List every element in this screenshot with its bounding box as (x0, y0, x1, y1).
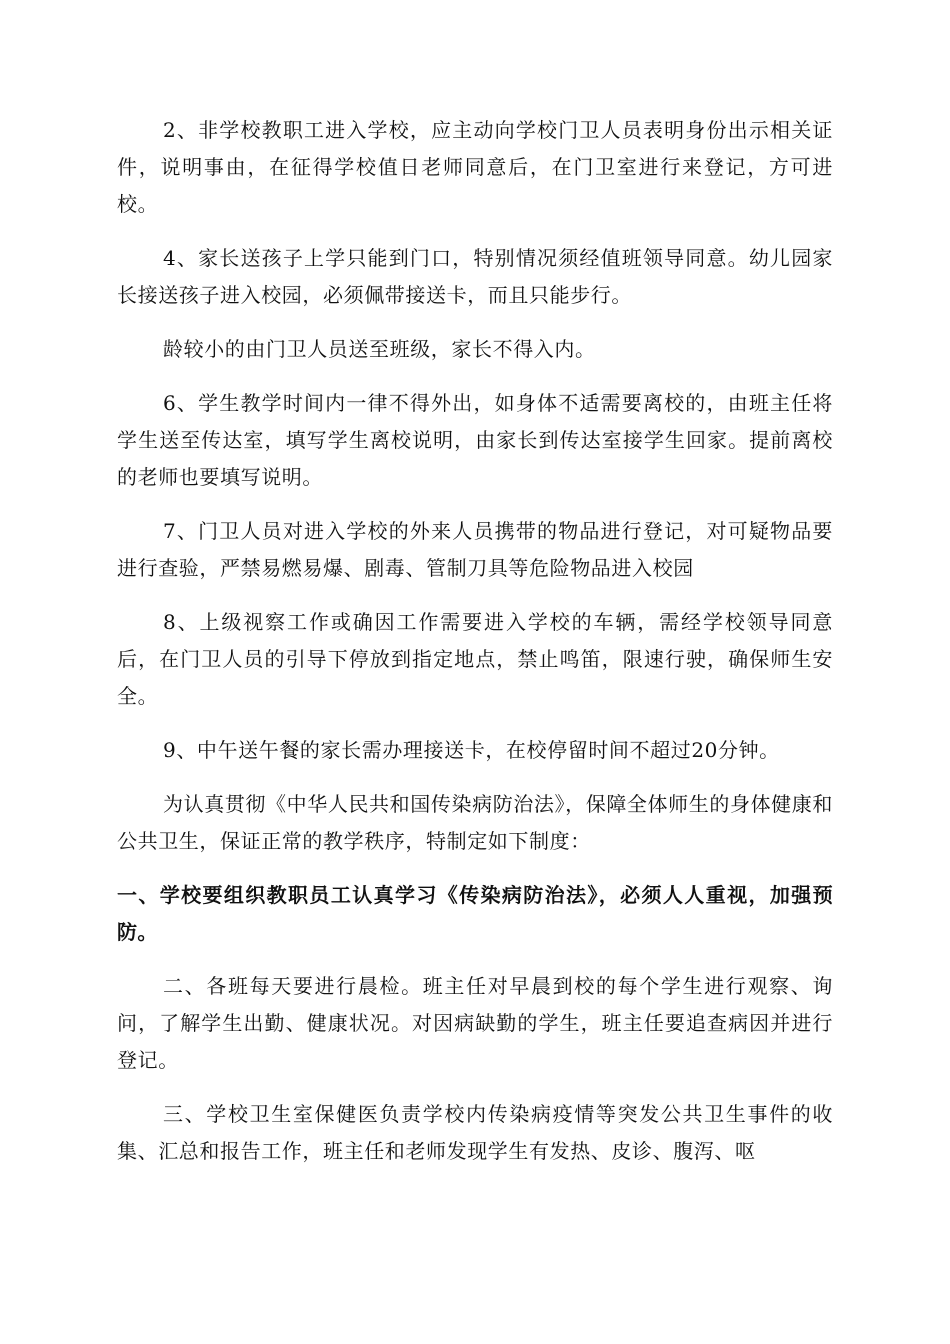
paragraph-lunch-delivery: 9、中午送午餐的家长需办理接送卡，在校停留时间不超过20分钟。 (163, 738, 780, 762)
paragraph-parent-dropoff: 4、家长送孩子上学只能到门口，特别情况须经值班领导同意。幼儿园家长接送孩子进入校园，必须佩带接送卡，而且只能步行。 (117, 246, 833, 307)
paragraph-item-inspection: 7、门卫人员对进入学校的外来人员携带的物品进行登记，对可疑物品要进行查验，严禁易燃易爆、剧毒、管制刀具等危险物品进入校园 (117, 519, 833, 580)
paragraph-health-room-reporting: 三、学校卫生室保健医负责学校内传染病疫情等突发公共卫生事件的收集、汇总和报告工作，班主任和老师发现学生有发热、皮诊、腹泻、呕 (117, 1102, 833, 1163)
paragraph-visitor-registration: 2、非学校教职工进入学校，应主动向学校门卫人员表明身份出示相关证件，说明事由，在征得学校值日老师同意后，在门卫室进行来登记，方可进校。 (117, 118, 833, 216)
paragraph-morning-check: 二、各班每天要进行晨检。班主任对早晨到校的每个学生进行观察、询问，了解学生出勤、健康状况。对因病缺勤的学生，班主任要追查病因并进行登记。 (117, 974, 833, 1072)
document-page (117, 112, 833, 1187)
paragraph-vehicle-entry: 8、上级视察工作或确因工作需要进入学校的车辆，需经学校领导同意后，在门卫人员的引导下停放到指定地点，禁止鸣笛，限速行驶，确保师生安全。 (117, 610, 833, 708)
section-heading-study-law: 一、学校要组织教职员工认真学习《传染病防治法》，必须人人重视，加强预防。 (117, 883, 833, 944)
paragraph-young-children: 龄较小的由门卫人员送至班级，家长不得入内。 (163, 337, 596, 361)
paragraph-disease-law-intro: 为认真贯彻《中华人民共和国传染病防治法》，保障全体师生的身体健康和公共卫生，保证正常的教学秩序，特制定如下制度： (117, 792, 833, 853)
paragraph-student-leave: 6、学生教学时间内一律不得外出，如身体不适需要离校的，由班主任将学生送至传达室，填写学生离校说明，由家长到传达室接学生回家。提前离校的老师也要填写说明。 (117, 391, 833, 489)
